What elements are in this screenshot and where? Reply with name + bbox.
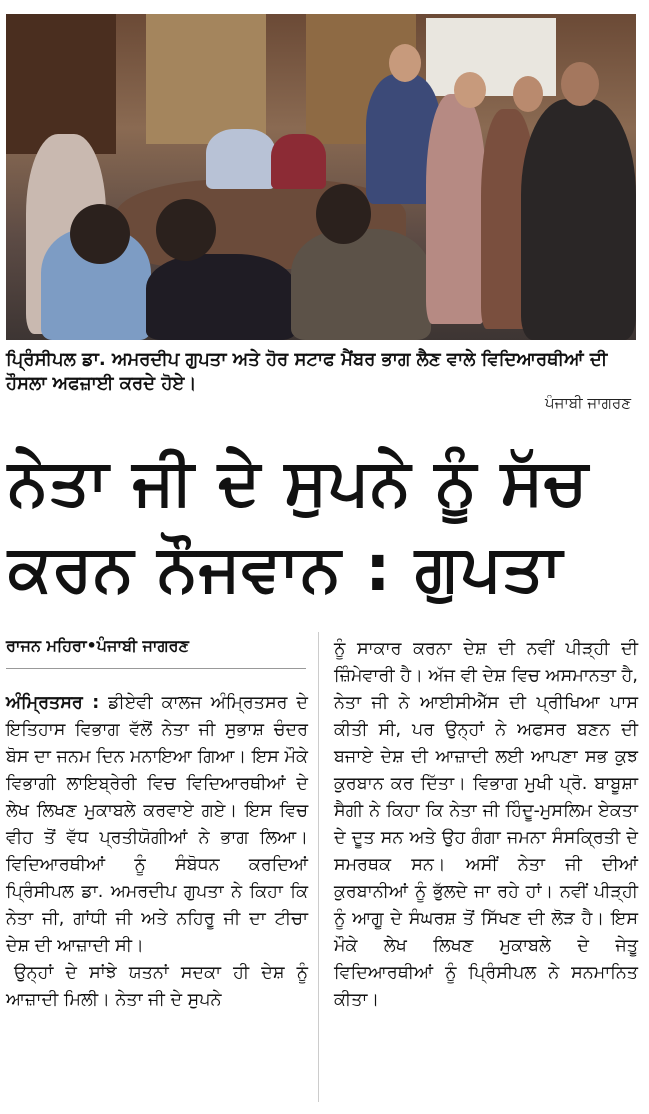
article-paragraph: ਨੂੰ ਸਾਕਾਰ ਕਰਨਾ ਦੇਸ਼ ਦੀ ਨਵੀਂ ਪੀੜ੍ਹੀ ਦੀ ਜ਼ਿੰਮੇਵਾਰੀ ਹੈ। ਅੱਜ ਵੀ ਦੇਸ਼ ਵਿਚ ਅਸਮਾਨਤਾ ਹੈ, ਨੇਤਾ ਜੀ ਨੇ ਆਈਸੀਐੱਸ ਦੀ ਪ੍ਰੀਖਿਆ ਪਾਸ ਕੀਤੀ ਸੀ, ਪਰ ਉਨ੍ਹਾਂ ਨੇ ਅਫਸਰ ਬਣਨ ਦੀ ਬਜਾਏ ਦੇਸ਼ ਦੀ ਆਜ਼ਾਦੀ ਲਈ ਆਪਣਾ ਸਭ ਕੁਝ ਕੁਰਬਾਨ ਕਰ ਦਿੱਤਾ। ਵਿਭਾਗ ਮੁਖੀ ਪ੍ਰੋ. ਬਾਬੂਸ਼ਾ ਸੈਗੀ ਨੇ ਕਿਹਾ ਕਿ ਨੇਤਾ ਜੀ ਹਿੰਦੂ-ਮੁਸਲਿਮ ਏਕਤਾ ਦੇ ਦੂਤ ਸਨ ਅਤੇ ਉਹ ਗੰਗਾ ਜਮਨਾ ਸੰਸਕ੍ਰਿਤੀ ਦੇ ਸਮਰਥਕ ਸਨ। ਅਸੀਂ ਨੇਤਾ ਜੀ ਦੀਆਂ ਕੁਰਬਾਨੀਆਂ ਨੂੰ ਭੁੱਲਦੇ ਜਾ ਰਹੇ ਹਾਂ। ਨਵੀਂ ਪੀੜ੍ਹੀ ਨੂੰ ਆਗੂ ਦੇ ਸੰਘਰਸ਼ ਤੋਂ ਸਿੱਖਣ ਦੀ ਲੋੜ ਹੈ। ਇਸ ਮੌਕੇ ਲੇਖ ਲਿਖਣ ਮੁਕਾਬਲੇ ਦੇ ਜੇਤੂ ਵਿਦਿਆਰਥੀਆਂ ਨੂੰ ਪ੍ਰਿੰਸੀਪਲ ਨੇ ਸਨਮਾਨਿਤ ਕੀਤਾ। bbox=[334, 639, 638, 1010]
head bbox=[70, 204, 130, 264]
head bbox=[316, 184, 371, 244]
head bbox=[156, 199, 216, 261]
student-figure bbox=[291, 229, 431, 340]
news-photo bbox=[6, 14, 636, 340]
headline bbox=[8, 440, 638, 612]
byline: ਰਾਜਨ ਮਹਿਰਾ•ਪੰਜਾਬੀ ਜਾਗਰਣ bbox=[6, 636, 306, 669]
article-text: ਡੀਏਵੀ ਕਾਲਜ ਅੰਮ੍ਰਿਤਸਰ ਦੇ ਇਤਿਹਾਸ ਵਿਭਾਗ ਵੱਲੋਂ ਨੇਤਾ ਜੀ ਸੁਭਾਸ਼ ਚੰਦਰ ਬੋਸ ਦਾ ਜਨਮ ਦਿਨ ਮਨਾਇਆ ਗਿਆ। ਇਸ ਮੌਕੇ ਵਿਭਾਗੀ ਲਾਇਬ੍ਰੇਰੀ ਵਿਚ ਵਿਦਿਆਰਥੀਆਂ ਦੇ ਲੇਖ ਲਿਖਣ ਮੁਕਾਬਲੇ ਕਰਵਾਏ ਗਏ। ਇਸ ਵਿਚ ਵੀਹ ਤੋਂ ਵੱਧ ਪ੍ਰਤੀਯੋਗੀਆਂ ਨੇ ਭਾਗ ਲਿਆ। ਵਿਦਿਆਰਥੀਆਂ ਨੂੰ ਸੰਬੋਧਨ ਕਰਦਿਆਂ ਪ੍ਰਿੰਸੀਪਲ ਡਾ. ਅਮਰਦੀਪ ਗੁਪਤਾ ਨੇ ਕਿਹਾ ਕਿ ਨੇਤਾ ਜੀ, ਗਾਂਧੀ ਜੀ ਅਤੇ ਨਹਿਰੂ ਜੀ ਦਾ ਟੀਚਾ ਦੇਸ਼ ਦੀ ਆਜ਼ਾਦੀ ਸੀ। bbox=[6, 693, 308, 956]
window-curtain bbox=[146, 14, 266, 144]
face bbox=[513, 76, 543, 112]
dateline: ਅੰਮ੍ਰਿਤਸਰ : bbox=[6, 693, 100, 713]
bookshelf bbox=[6, 14, 116, 154]
face bbox=[389, 44, 421, 82]
headline-line-2: ਕਰਨ ਨੌਜਵਾਨ : ਗੁਪਤਾ bbox=[8, 532, 564, 606]
photo-caption: ਪ੍ਰਿੰਸੀਪਲ ਡਾ. ਅਮਰਦੀਪ ਗੁਪਤਾ ਅਤੇ ਹੋਰ ਸਟਾਫ ਮੈਂਬਰ ਭਾਗ ਲੈਣ ਵਾਲੇ ਵਿਦਿਆਰਥੀਆਂ ਦੀ ਹੌਸਲਾ ਅਫਜ਼ਾਈ ਕਰਦੇ ਹੋਏ। bbox=[6, 349, 608, 394]
headline-line-1: ਨੇਤਾ ਜੀ ਦੇ ਸੁਪਨੇ ਨੂੰ ਸੱਚ bbox=[8, 446, 589, 520]
article-paragraph: ਉਨ੍ਹਾਂ ਦੇ ਸਾਂਝੇ ਯਤਨਾਂ ਸਦਕਾ ਹੀ ਦੇਸ਼ ਨੂੰ ਆਜ਼ਾਦੀ ਮਿਲੀ। ਨੇਤਾ ਜੀ ਦੇ ਸੁਪਨੇ bbox=[6, 963, 308, 1010]
article-column-1 bbox=[6, 690, 308, 1014]
staff-figure bbox=[521, 99, 636, 340]
student-figure bbox=[206, 129, 276, 189]
photo-credit: ਪੰਜਾਬੀ ਜਾਗਰਣ bbox=[545, 394, 631, 412]
student-figure bbox=[146, 254, 296, 340]
student-figure bbox=[271, 134, 326, 189]
face bbox=[454, 72, 486, 108]
face bbox=[561, 62, 599, 106]
staff-figure bbox=[426, 94, 486, 324]
article-paragraph bbox=[6, 690, 308, 960]
article-column-2 bbox=[334, 636, 638, 1014]
column-divider bbox=[318, 632, 319, 1102]
